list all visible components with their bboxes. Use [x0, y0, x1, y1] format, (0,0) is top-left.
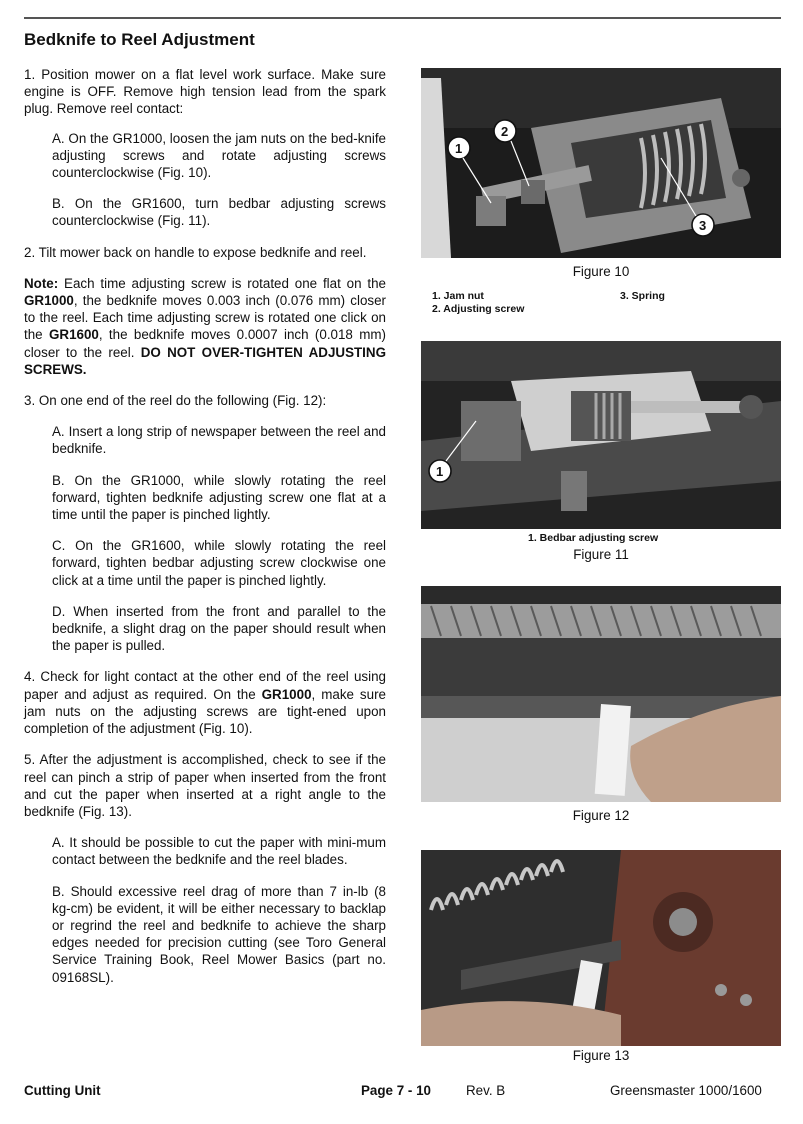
note-bold-gr1600: GR1600 — [48, 327, 99, 343]
figure-13-photo — [421, 850, 781, 1046]
footer-page-number: Page 7 - 10 — [361, 1083, 431, 1098]
figure-10-legend-2: 2. Adjusting screw — [432, 303, 525, 315]
note-label: Note: — [24, 275, 59, 291]
figure-11-photo — [421, 341, 781, 529]
figure-10-legend-1: 1. Jam nut — [432, 290, 484, 302]
note-text-2: , the bedknife moves 0.003 inch (0.076 mm) closer to the reel. Each time adjusting screw is rotated one click on the — [24, 293, 386, 343]
figure-10-legend-3: 3. Spring — [620, 290, 665, 302]
footer-section: Cutting Unit — [24, 1083, 101, 1098]
figure-10-caption: Figure 10 — [572, 264, 630, 279]
footer-model: Greensmaster 1000/1600 — [610, 1083, 762, 1098]
figure-13-caption: Figure 13 — [572, 1048, 630, 1063]
step-3a: A. Insert a long strip of newspaper between the reel and bedknife. — [52, 424, 386, 457]
figure-10-photo — [421, 68, 781, 258]
step-1b: B. On the GR1600, turn bedbar adjusting screws counterclockwise (Fig. 11). — [52, 196, 386, 229]
header-rule — [24, 17, 781, 19]
figure-12-caption: Figure 12 — [572, 808, 630, 823]
step-1a: A. On the GR1000, loosen the jam nuts on the bed-knife adjusting screws and rotate adjusting screws counterclockwise (Fig. 10). — [52, 130, 386, 181]
step-3d: D. When inserted from the front and parallel to the bedknife, a slight drag on the paper should result when the paper is pulled. — [52, 603, 386, 654]
note-bold-gr1000: GR1000 — [24, 293, 74, 309]
step-4 — [24, 668, 386, 737]
step-3: 3. On one end of the reel do the following (Fig. 12): — [24, 393, 327, 409]
step-2: 2. Tilt mower back on handle to expose bedknife and reel. — [24, 244, 367, 260]
figure-11-caption: Figure 11 — [573, 547, 629, 562]
step-4-bold: GR1000 — [261, 686, 312, 702]
step-4-text-2: , make sure jam nuts on the adjusting screws are tight-ened upon completion of the adjustment (Fig. 10). — [24, 686, 386, 737]
step-5b: B. Should excessive reel drag of more than 7 in-lb (8 kg-cm) be evident, it will be either necessary to backlap or regrind the reel and bedknife to achieve the sharp edges needed for precision cutting (see Toro General Service Training Book, Reel Mower Basics (part no. 09168SL). — [52, 883, 386, 985]
step-3c: C. On the GR1600, while slowly rotating the reel forward, tighten bedbar adjusting screw clockwise one click at a time until the paper is pinched lightly. — [52, 538, 386, 588]
note — [24, 275, 386, 378]
callout-3-label: 3 — [699, 218, 707, 233]
step-4-text-1: 4. Check for light contact at the other end of the reel using paper and adjust as required. On the — [24, 669, 386, 702]
step-1: 1. Position mower on a flat level work surface. Make sure engine is OFF. Remove high tension lead from the spark plug. Remove reel contact: — [24, 67, 386, 117]
page-title: Bedknife to Reel Adjustment — [24, 30, 255, 49]
note-text-1: Each time adjusting screw is rotated one flat on the — [58, 275, 386, 291]
step-5a: A. It should be possible to cut the paper with mini-mum contact between the bedknife and the reel blades. — [52, 835, 386, 868]
footer-revision: Rev. B — [466, 1083, 506, 1098]
note-warning: DO NOT OVER-TIGHTEN ADJUSTING SCREWS. — [24, 344, 386, 377]
instructions-column — [24, 66, 386, 1000]
step-5: 5. After the adjustment is accomplished, check to see if the reel can pinch a strip of paper when inserted from the front and cut the paper when inserted at a right angle to the bedknife (Fig. 13). — [24, 752, 386, 819]
figure-12-photo — [421, 586, 781, 802]
callout-1-label: 1 — [436, 464, 444, 479]
note-text-3: , the bedknife moves 0.0007 inch (0.018 mm) closer to the reel. — [24, 327, 387, 360]
callout-2-label: 2 — [501, 124, 509, 139]
step-3b: B. On the GR1000, while slowly rotating the reel forward, tighten bedknife adjusting screw one flat at a time until the paper is pinched lightly. — [52, 472, 386, 523]
figure-11-legend-1: 1. Bedbar adjusting screw — [528, 532, 659, 544]
callout-1-label: 1 — [455, 141, 463, 156]
